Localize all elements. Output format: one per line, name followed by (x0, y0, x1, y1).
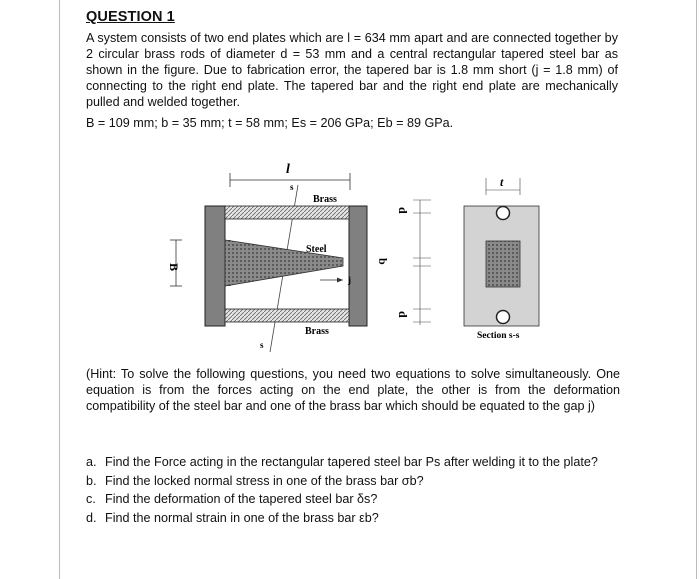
question-title: QUESTION 1 (86, 9, 175, 25)
section-brass-top (497, 207, 510, 220)
brass-rod-top (225, 206, 349, 219)
question-params: B = 109 mm; b = 35 mm; t = 58 mm; Es = 206 GPa; Eb = 89 GPa. (86, 116, 454, 130)
subquestion-b: b. Find the locked normal stress in one of the brass bar σb? (86, 473, 424, 488)
label-steel: Steel (306, 244, 327, 255)
subquestion-a: a. Find the Force acting in the rectangular tapered steel bar Ps after welding it to the plate? (86, 455, 598, 469)
label-B: B (167, 263, 181, 272)
subquestion-c: c. Find the deformation of the tapered steel bar δs? (86, 492, 378, 507)
left-end-plate (205, 206, 225, 326)
right-end-plate (349, 206, 367, 326)
section-steel-bar (486, 241, 520, 287)
label-d-top: d (396, 207, 410, 214)
label-d-bottom: d (396, 311, 410, 318)
subquestion-d: d. Find the normal strain in one of the brass bar εb? (86, 510, 379, 525)
label-brass-top: Brass (313, 194, 337, 205)
label-s-top: s (290, 182, 294, 192)
label-j: j (348, 275, 351, 285)
label-section: Section s-s (477, 331, 520, 341)
section-brass-bottom (497, 311, 510, 324)
label-b: b (376, 258, 390, 265)
label-s-bottom: s (260, 340, 264, 350)
label-brass-bottom: Brass (305, 326, 329, 337)
label-l: l (286, 162, 290, 177)
subquestion-list (86, 453, 598, 527)
hint-text: (Hint: To solve the following questions, you need two equations to solve simultaneously. One equation is from the forces acting on the end plate, the other is from the deformation compatibility of the steel bar and one of the brass bar which should be equated to the gap j) (86, 367, 620, 413)
question-intro: A system consists of two end plates which are l = 634 mm apart and are connected together by 2 circular brass rods of diameter d = 53 mm and a central rectangular tapered steel bar as shown in the figure. Due to fabrication error, the tapered bar is 1.8 mm short (j = 1.8 mm) of connecting to the right end plate. The tapered bar and the right end plate are mechanically pulled and welded together. (86, 31, 618, 109)
label-t: t (500, 175, 504, 189)
brass-rod-bottom (225, 309, 349, 322)
